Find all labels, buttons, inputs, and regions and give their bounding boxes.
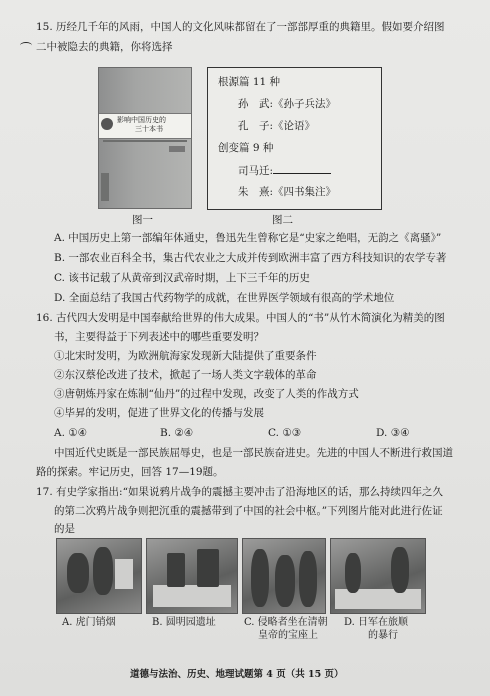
photo-figure (391, 547, 409, 593)
figure2-caption: 图二 (272, 214, 293, 226)
photo-caption-c-line2: 皇帝的宝座上 (258, 630, 318, 641)
box-line-2: 孙 武:《孙子兵法》 (238, 98, 337, 110)
box-line-5 (238, 163, 331, 178)
q17-stem-line3: 的是 (54, 523, 75, 535)
q16-statement-3: ③唐朝炼丹家在炼制“仙丹”的过程中发现，改变了人类的作战方式 (54, 388, 359, 400)
photo-ground (335, 589, 421, 609)
book-publisher-logo-icon (101, 118, 113, 130)
box-line-4: 创变篇 9 种 (218, 142, 274, 154)
photo-figure (345, 553, 361, 593)
q16-option-d: D. ③④ (376, 427, 410, 439)
bracket-mark-icon (20, 42, 32, 49)
box-line-1: 根源篇 11 种 (218, 76, 281, 88)
book-cover-stripe (103, 140, 187, 142)
photo-lushun-massacre (330, 538, 426, 614)
photo-ground (153, 585, 231, 607)
q17-stem-line1: 17. 有史学家指出:“如果说鸦片战争的震撼主要冲击了沿海地区的话，那么持续四年之久 (36, 486, 443, 498)
q15-option-d: D. 全面总结了我国古代药物学的成就，在世界医学领域有很高的学术地位 (54, 292, 395, 304)
book-title-line1: 影响中国历史的 (117, 116, 166, 124)
q16-option-c: C. ①③ (268, 427, 302, 439)
photo-figure (251, 549, 269, 607)
photo-highlight (115, 559, 133, 589)
q16-stem-line2: 书，主要得益于下列表述中的哪些重要发明？ (54, 331, 264, 343)
q17-stem-line2: 的第二次鸦片战争则把沉重的震撼带到了中国的社会中枢。”下列图片能对此进行佐证 (54, 505, 443, 517)
q15-option-a: A. 中国历史上第一部编年体通史，鲁迅先生曾称它是“史家之绝唱，无韵之《离骚》” (54, 232, 442, 244)
figure1-caption: 图一 (132, 214, 153, 226)
q15-stem-line1: 15. 历经几千年的风雨，中国人的文化风味都留在了一部部厚重的典籍里。假如要介绍图 (36, 21, 445, 33)
q16-statement-2: ②东汉蔡伦改进了技术，掀起了一场人类文字载体的革命 (54, 369, 317, 381)
q16-option-b: B. ②④ (160, 427, 194, 439)
photo-humen-opium-burning (56, 538, 142, 614)
intro-line2: 路的探索。牢记历史，回答 17—19题。 (36, 466, 224, 478)
photo-ruin-pillar (167, 553, 185, 587)
photo-figure (275, 555, 295, 607)
photo-yuanmingyuan-ruins (146, 538, 238, 614)
q15-stem-line2: 二中被隐去的典籍，你将选择 (36, 41, 173, 53)
answer-blank (273, 163, 331, 174)
q16-statement-4: ④毕昇的发明，促进了世界文化的传播与发展 (54, 407, 264, 419)
box-line-5-label: 司马迁: (238, 165, 274, 177)
photo-invaders-on-throne (242, 538, 326, 614)
photo-caption-c-line1: C. 侵略者坐在清朝 (244, 617, 328, 628)
photo-caption-d-line2: 的暴行 (368, 630, 398, 641)
photo-figure (93, 547, 113, 595)
book-cover-spine-mark (101, 173, 109, 201)
q15-option-c: C. 该书记载了从黄帝到汉武帝时期，上下三千年的历史 (54, 272, 310, 284)
photo-ruin-pillar (197, 549, 219, 587)
book-cover-image (98, 67, 192, 209)
photo-caption-b: B. 圆明园遗址 (152, 617, 216, 628)
q16-stem-line1: 16. 古代四大发明是中国奉献给世界的伟大成果。中国人的“书”从竹木简演化为精美的图 (36, 312, 445, 324)
photo-figure (299, 551, 317, 607)
page-footer: 道德与法治、历史、地理试题第 4 页（共 15 页） (130, 669, 344, 680)
book-cover-mark (169, 146, 185, 152)
photo-caption-a: A. 虎门销烟 (62, 617, 116, 628)
box-line-3: 孔 子:《论语》 (238, 120, 316, 132)
figure2-book-list-box (207, 67, 382, 210)
q15-option-b: B. 一部农业百科全书，集古代农业之大成并传到欧洲丰富了西方科技知识的农学专著 (54, 252, 447, 264)
box-line-6: 朱 熹:《四书集注》 (238, 186, 337, 198)
q16-option-a: A. ①④ (54, 427, 88, 439)
intro-line1: 中国近代史既是一部民族屈辱史，也是一部民族奋进史。先进的中国人不断进行救国道 (54, 447, 453, 459)
photo-figure (67, 553, 89, 593)
q16-statement-1: ①北宋时发明，为欧洲航海家发现新大陆提供了重要条件 (54, 350, 317, 362)
book-cover-title (117, 116, 166, 134)
photo-caption-d-line1: D. 日军在旅顺 (344, 617, 409, 628)
book-title-line2: 三十本书 (135, 125, 163, 133)
